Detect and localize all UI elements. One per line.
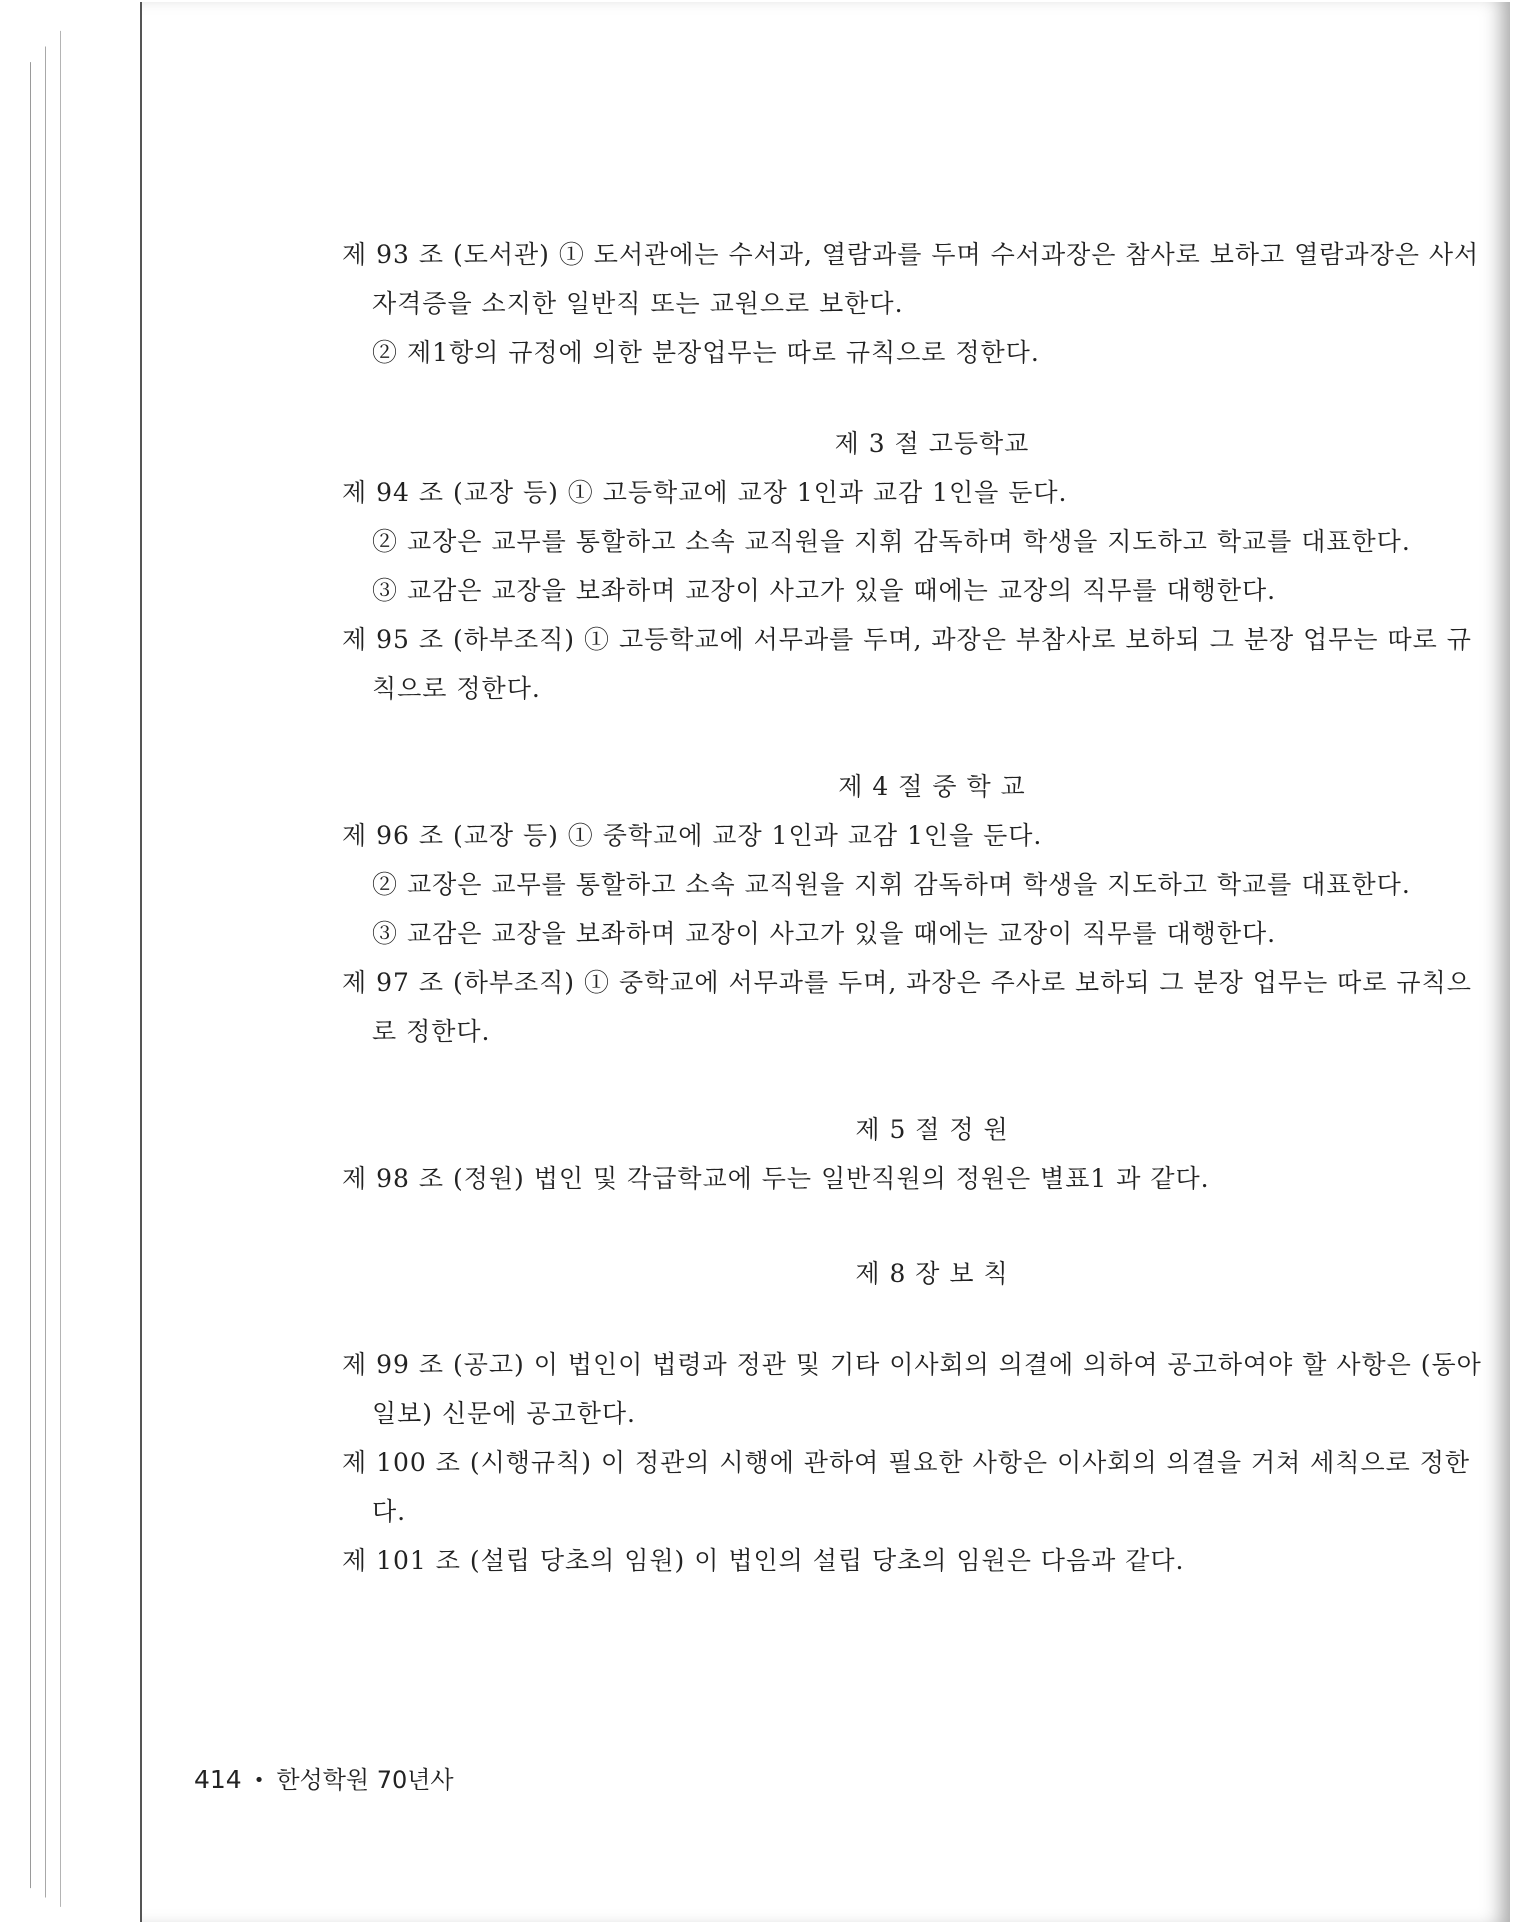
page-footer	[194, 1760, 454, 1795]
section-heading-5: 제 5 절 정 원	[855, 1115, 1009, 1144]
article-99: 제 99 조 (공고) 이 법인이 법령과 정관 및 기타 이사회의 의결에 의하여 공고하여야 할 사항은 (동아일보) 신문에 공고한다.	[342, 1350, 1482, 1428]
page-body	[342, 230, 1482, 1585]
section-heading-3: 제 3 절 고등학교	[834, 429, 1030, 458]
article-93: 제 93 조 (도서관) ① 도서관에는 수서과, 열람과를 두며 수서과장은 참사로 보하고 열람과장은 사서자격증을 소지한 일반직 또는 교원으로 보한다.	[342, 240, 1480, 318]
chapter-heading-8: 제 8 장 보 칙	[855, 1259, 1009, 1288]
article-101: 제 101 조 (설립 당초의 임원) 이 법인의 설립 당초의 임원은 다음과 같다.	[342, 1546, 1185, 1575]
article-98: 제 98 조 (정원) 법인 및 각급학교에 두는 일반직원의 정원은 별표1 과 같다.	[342, 1164, 1210, 1193]
article-95: 제 95 조 (하부조직) ① 고등학교에 서무과를 두며, 과장은 부참사로 보하되 그 분장 업무는 따로 규칙으로 정한다.	[342, 625, 1472, 703]
article-96: 제 96 조 (교장 등) ① 중학교에 교장 1인과 교감 1인을 둔다.	[342, 821, 1043, 850]
article-96-clause-3: ③ 교감은 교장을 보좌하며 교장이 사고가 있을 때에는 교장이 직무를 대행한다.	[372, 919, 1277, 948]
page-number: 414	[194, 1765, 242, 1794]
article-94: 제 94 조 (교장 등) ① 고등학교에 교장 1인과 교감 1인을 둔다.	[342, 478, 1068, 507]
article-94-clause-2: ② 교장은 교무를 통할하고 소속 교직원을 지휘 감독하며 학생을 지도하고 학교를 대표한다.	[372, 527, 1411, 556]
article-100: 제 100 조 (시행규칙) 이 정관의 시행에 관하여 필요한 사항은 이사회의 의결을 거쳐 세칙으로 정한다.	[342, 1448, 1471, 1526]
section-heading-4: 제 4 절 중 학 교	[838, 772, 1026, 801]
article-93-clause-2: ② 제1항의 규정에 의한 분장업무는 따로 규칙으로 정한다.	[372, 338, 1040, 367]
article-96-clause-2: ② 교장은 교무를 통할하고 소속 교직원을 지휘 감독하며 학생을 지도하고 학교를 대표한다.	[372, 870, 1411, 899]
article-94-clause-3: ③ 교감은 교장을 보좌하며 교장이 사고가 있을 때에는 교장의 직무를 대행한다.	[372, 576, 1277, 605]
article-97: 제 97 조 (하부조직) ① 중학교에 서무과를 두며, 과장은 주사로 보하되 그 분장 업무는 따로 규칙으로 정한다.	[342, 968, 1472, 1046]
book-title: 한성학원 70년사	[276, 1766, 454, 1794]
book-page	[140, 2, 1510, 1922]
footer-separator: •	[253, 1770, 265, 1791]
